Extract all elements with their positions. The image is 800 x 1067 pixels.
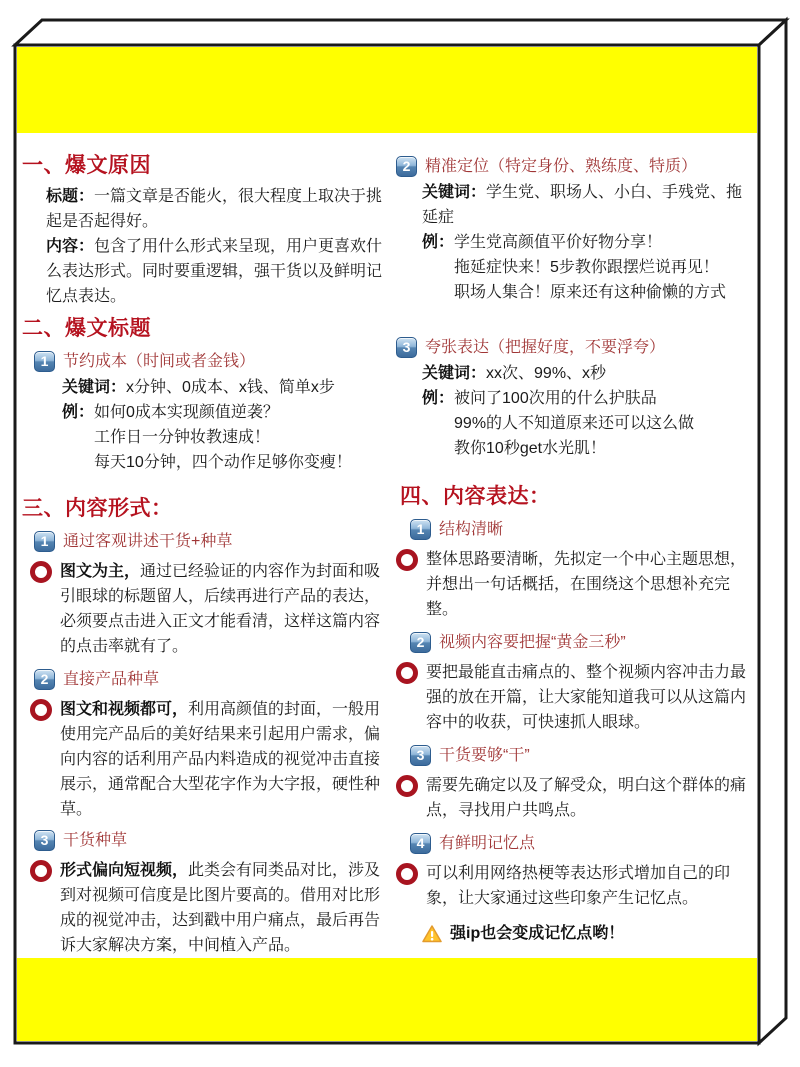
example-line: 如何0成本实现颜值逆袭？ bbox=[94, 404, 279, 421]
s2-item1 bbox=[34, 349, 394, 373]
warning-text: 强ip也会变成记忆点哟！ bbox=[450, 925, 625, 942]
s2-item3-keywords bbox=[422, 361, 752, 386]
keywords-label: 关键词： bbox=[62, 379, 127, 396]
left-column bbox=[22, 138, 394, 958]
keywords-label: 关键词： bbox=[422, 365, 487, 382]
example-line: 99%的人不知道原来还可以这么做 bbox=[454, 415, 695, 432]
s4-item2-detail bbox=[396, 660, 752, 735]
body: 此类会有同类品对比，涉及到对视频可信度是比图片要高的。借用对比形成的视觉冲击，达到戳中用户痛点，最后再告诉大家解决方案，中间植入产品。 bbox=[60, 862, 381, 954]
number-3-badge-icon: 3 bbox=[410, 745, 431, 766]
yellow-band-bottom bbox=[17, 958, 757, 1041]
body: 通过已经验证的内容作为封面和吸引眼球的标题留人，后续再进行产品的表达，必须要点击进入正文才能看清，这样这篇内容的点击率就有了。 bbox=[60, 563, 381, 655]
s4-item1 bbox=[410, 517, 752, 541]
circle-bullet-icon bbox=[30, 561, 52, 583]
s2-item1-keywords bbox=[62, 375, 394, 400]
circle-bullet-icon bbox=[396, 775, 418, 797]
example-label: 例： bbox=[422, 234, 455, 251]
number-3-badge-icon: 3 bbox=[396, 337, 417, 358]
number-2-badge-icon: 2 bbox=[410, 632, 431, 653]
warning-triangle-icon bbox=[422, 925, 442, 943]
example-label: 例： bbox=[62, 404, 95, 421]
lead: 图文为主， bbox=[60, 563, 141, 580]
example-line: 每天10分钟，四个动作足够你变瘦！ bbox=[94, 454, 352, 471]
s2-item3-examples bbox=[422, 386, 752, 461]
example-line: 被问了100次用的什么护肤品 bbox=[454, 390, 657, 407]
s2-item1-title: 节约成本（时间或者金钱） bbox=[63, 352, 256, 370]
body: 利用高颜值的封面，一般用使用完产品后的美好结果来引起用户需求，偏向内容的话利用产品内料造成的视觉冲击直接展示，通常配合大型花字作为大字报，硬性种草。 bbox=[60, 701, 381, 818]
s3-item1-text bbox=[60, 559, 394, 659]
s3-item2-title: 直接产品种草 bbox=[63, 670, 160, 688]
yellow-band-top bbox=[17, 47, 757, 133]
circle-bullet-icon bbox=[396, 549, 418, 571]
example-line: 教你10秒get水光肌！ bbox=[454, 440, 607, 457]
number-3-badge-icon: 3 bbox=[34, 830, 55, 851]
circle-bullet-icon bbox=[396, 863, 418, 885]
s3-item2-detail bbox=[30, 697, 394, 822]
content-text: 包含了用什么形式来呈现，用户更喜欢什么表达形式。同时要重逻辑，强干货以及鲜明记忆点表达。 bbox=[46, 238, 383, 305]
s4-item4-detail bbox=[396, 861, 752, 911]
number-1-badge-icon: 1 bbox=[410, 519, 431, 540]
s4-item3-text: 需要先确定以及了解受众，明白这个群体的痛点，寻找用户共鸣点。 bbox=[426, 777, 747, 819]
s4-item1-detail bbox=[396, 547, 752, 622]
s4-item2-title: 视频内容要把握“黄金三秒” bbox=[439, 633, 626, 651]
s3-item1-title: 通过客观讲述干货+种草 bbox=[63, 532, 233, 550]
s3-item2-text bbox=[60, 697, 394, 822]
s4-item1-text: 整体思路要清晰，先拟定一个中心主题思想，并想出一句话概括，在围绕这个思想补充完整。 bbox=[426, 551, 747, 618]
circle-bullet-icon bbox=[30, 699, 52, 721]
s2-item2-keywords bbox=[422, 180, 752, 230]
s2-item2 bbox=[396, 154, 752, 178]
title-label: 标题： bbox=[46, 188, 95, 205]
s2-item1-examples bbox=[62, 400, 394, 475]
title-text: 一篇文章是否能火，很大程度上取决于挑起是否起得好。 bbox=[46, 188, 383, 230]
s2-item2-title: 精准定位（特定身份、熟练度、特质） bbox=[425, 157, 698, 175]
section3-heading: 三、内容形式： bbox=[22, 497, 173, 520]
s3-item3-text bbox=[60, 858, 394, 958]
number-2-badge-icon: 2 bbox=[34, 669, 55, 690]
s3-item3-title: 干货种草 bbox=[63, 831, 128, 849]
s3-item1-detail bbox=[30, 559, 394, 659]
keywords-text: xx次、99%、x秒 bbox=[486, 365, 607, 382]
s2-item2-examples bbox=[422, 230, 752, 305]
right-column bbox=[396, 138, 752, 946]
example-line: 学生党高颜值平价好物分享！ bbox=[454, 234, 663, 251]
lead: 形式偏向短视频， bbox=[60, 862, 189, 879]
example-lines bbox=[94, 400, 352, 475]
s4-item4-text: 可以利用网络热梗等表达形式增加自己的印象，让大家通过这些印象产生记忆点。 bbox=[426, 865, 731, 907]
lead: 图文和视频都可， bbox=[60, 701, 189, 718]
s4-item3-title: 干货要够“干” bbox=[439, 746, 530, 764]
s4-item3-detail bbox=[396, 773, 752, 823]
content-label: 内容： bbox=[46, 238, 95, 255]
example-label: 例： bbox=[422, 390, 455, 407]
keywords-text: x分钟、0成本、x钱、简单x步 bbox=[126, 379, 335, 396]
s3-item1 bbox=[34, 529, 394, 553]
s4-item2-text: 要把最能直击痛点的、整个视频内容冲击力最强的放在开篇，让大家能知道我可以从这篇内容中的收获，可快速抓人眼球。 bbox=[426, 664, 747, 731]
s4-item4-title: 有鲜明记忆点 bbox=[439, 834, 536, 852]
number-2-badge-icon: 2 bbox=[396, 156, 417, 177]
circle-bullet-icon bbox=[396, 662, 418, 684]
section1-heading: 一、爆文原因 bbox=[22, 154, 151, 177]
circle-bullet-icon bbox=[30, 860, 52, 882]
keywords-label: 关键词： bbox=[422, 184, 487, 201]
example-line: 拖延症快来！5步教你跟摆烂说再见！ bbox=[454, 259, 719, 276]
s3-item3 bbox=[34, 828, 394, 852]
warning-note bbox=[422, 921, 752, 946]
number-1-badge-icon: 1 bbox=[34, 531, 55, 552]
title-point bbox=[46, 184, 394, 234]
section1-body bbox=[46, 184, 394, 309]
box-top-face bbox=[15, 20, 786, 45]
s4-item3 bbox=[410, 743, 752, 767]
s3-item2 bbox=[34, 667, 394, 691]
section4-heading: 四、内容表达： bbox=[400, 485, 551, 508]
s2-item3-title: 夸张表达（把握好度，不要浮夸） bbox=[425, 338, 666, 356]
box-right-face bbox=[759, 20, 786, 1043]
example-line: 工作日一分钟妆教速成！ bbox=[94, 429, 271, 446]
number-4-badge-icon: 4 bbox=[410, 833, 431, 854]
content-point bbox=[46, 234, 394, 309]
s3-item3-detail bbox=[30, 858, 394, 958]
s4-item4 bbox=[410, 831, 752, 855]
section2-heading: 二、爆文标题 bbox=[22, 317, 151, 340]
example-lines bbox=[454, 230, 726, 305]
keywords-text: 学生党、职场人、小白、手残党、拖延症 bbox=[422, 184, 743, 226]
s4-item2 bbox=[410, 630, 752, 654]
example-lines bbox=[454, 386, 694, 461]
s4-item1-title: 结构清晰 bbox=[439, 520, 504, 538]
number-1-badge-icon: 1 bbox=[34, 351, 55, 372]
s2-item3 bbox=[396, 335, 752, 359]
example-line: 职场人集合！原来还有这种偷懒的方式 bbox=[454, 284, 727, 301]
